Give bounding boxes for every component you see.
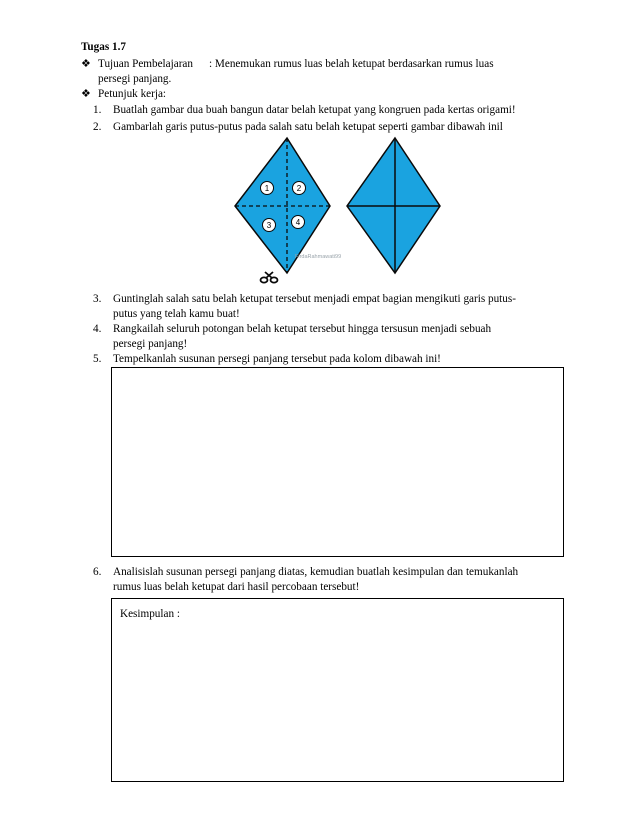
step-5-number: 5. (93, 353, 102, 365)
instructions-bullet-icon: ❖ (81, 88, 92, 100)
kite-figure (225, 130, 455, 290)
goal-line-2: persegi panjang. (98, 73, 172, 85)
figure-watermark: FirdaRahmawati99 (295, 254, 342, 260)
step-1-text: Buatlah gambar dua buah bangun datar belah ketupat yang kongruen pada kertas origami! (113, 104, 516, 116)
step-3-text-line-2: putus yang telah kamu buat! (113, 308, 240, 320)
step-1-number: 1. (93, 104, 102, 116)
piece-3-label: 3 (266, 221, 272, 230)
piece-1-label: 1 (264, 184, 270, 193)
step-6-text-line-1: Analisislah susunan persegi panjang diatas, kemudian buatlah kesimpulan dan temukanlah (113, 566, 519, 578)
goal-line-1: : Menemukan rumus luas belah ketupat berdasarkan rumus luas (209, 58, 494, 70)
step-4-number: 4. (93, 323, 102, 335)
step-4-text-line-2: persegi panjang! (113, 338, 188, 350)
step-4-text-line-1: Rangkailah seluruh potongan belah ketupat tersebut hingga tersusun menjadi sebuah (113, 323, 492, 335)
piece-4-label: 4 (295, 218, 301, 227)
task-title: Tugas 1.7 (81, 41, 126, 53)
instructions-label: Petunjuk kerja: (98, 88, 167, 100)
paste-rectangle-box[interactable] (111, 367, 564, 557)
piece-2-label: 2 (296, 184, 302, 193)
goal-label: Tujuan Pembelajaran (98, 58, 193, 70)
step-3-number: 3. (93, 293, 102, 305)
step-6-number: 6. (93, 566, 102, 578)
scissors-icon (261, 272, 278, 283)
step-2-number: 2. (93, 121, 102, 133)
step-6-text-line-2: rumus luas belah ketupat dari hasil percobaan tersebut! (113, 581, 360, 593)
step-2-text: Gambarlah garis putus-putus pada salah satu belah ketupat seperti gambar dibawah inil (113, 121, 503, 133)
conclusion-box[interactable] (111, 598, 564, 782)
goal-bullet-icon: ❖ (81, 58, 92, 70)
step-3-text-line-1: Guntinglah salah satu belah ketupat tersebut menjadi empat bagian mengikuti garis putus- (113, 293, 516, 305)
step-5-text: Tempelkanlah susunan persegi panjang tersebut pada kolom dibawah ini! (113, 353, 441, 365)
conclusion-label: Kesimpulan : (120, 608, 180, 620)
